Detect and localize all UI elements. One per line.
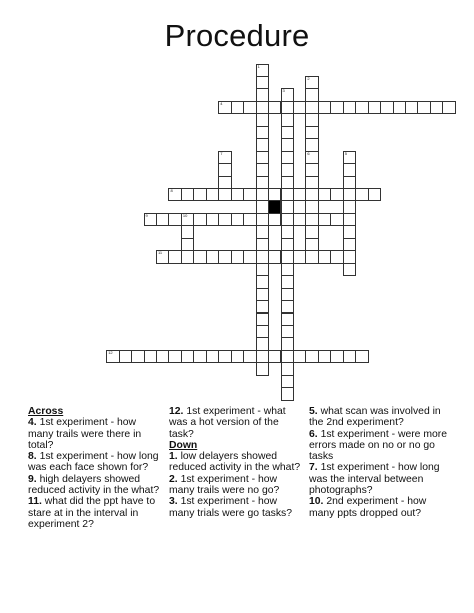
answer-cell[interactable] — [305, 76, 318, 89]
answer-cell[interactable] — [281, 213, 294, 226]
answer-cell[interactable] — [305, 350, 318, 363]
answer-cell[interactable] — [430, 101, 443, 114]
answer-cell[interactable] — [305, 213, 318, 226]
answer-cell[interactable] — [268, 350, 281, 363]
answer-cell[interactable] — [106, 350, 119, 363]
cell-number: 10 — [182, 212, 188, 218]
across-clue — [28, 496, 160, 530]
answer-cell[interactable] — [193, 350, 206, 363]
answer-cell[interactable] — [281, 362, 294, 375]
answer-cell[interactable] — [355, 350, 368, 363]
answer-cell[interactable] — [231, 213, 244, 226]
answer-cell[interactable] — [355, 188, 368, 201]
answer-cell[interactable] — [330, 101, 343, 114]
answer-cell[interactable] — [281, 325, 294, 338]
answer-cell[interactable] — [193, 188, 206, 201]
answer-cell[interactable] — [380, 101, 393, 114]
across-clue — [28, 451, 160, 474]
answer-cell[interactable] — [256, 101, 269, 114]
answer-cell[interactable] — [181, 350, 194, 363]
answer-cell[interactable] — [281, 350, 294, 363]
answer-cell[interactable] — [181, 250, 194, 263]
answer-cell[interactable] — [281, 313, 294, 326]
answer-cell[interactable] — [218, 350, 231, 363]
down-clue — [169, 474, 303, 497]
clue-number: 1. — [169, 451, 178, 463]
answer-cell[interactable] — [181, 188, 194, 201]
answer-cell[interactable] — [218, 151, 231, 164]
answer-cell[interactable] — [256, 263, 269, 276]
clue-number: 4. — [28, 417, 37, 429]
answer-cell[interactable] — [281, 88, 294, 101]
answer-cell[interactable] — [218, 176, 231, 189]
answer-cell[interactable] — [256, 200, 269, 213]
clue-text: high delayers showed reduced activity in the what? — [28, 473, 160, 497]
answer-cell[interactable] — [343, 213, 356, 226]
answer-cell[interactable] — [305, 151, 318, 164]
answer-cell[interactable] — [281, 101, 294, 114]
answer-cell[interactable] — [293, 188, 306, 201]
black-cell — [268, 200, 281, 213]
cell-number: 2 — [307, 75, 310, 81]
answer-cell[interactable] — [281, 238, 294, 251]
clue-text: 1st experiment - what was a hot version of the task? — [169, 406, 286, 440]
answer-cell[interactable] — [231, 350, 244, 363]
answer-cell[interactable] — [231, 101, 244, 114]
cell-number: 7 — [220, 150, 223, 156]
answer-cell[interactable] — [281, 176, 294, 189]
answer-cell[interactable] — [343, 101, 356, 114]
answer-cell[interactable] — [206, 350, 219, 363]
clue-number: 6. — [309, 428, 318, 440]
cell-number: 4 — [220, 100, 223, 106]
across-header: Across — [28, 406, 64, 417]
clue-text: what scan was involved in the 2nd experiment? — [309, 406, 441, 429]
clue-number: 7. — [309, 462, 318, 474]
answer-cell[interactable] — [305, 176, 318, 189]
answer-cell[interactable] — [343, 250, 356, 263]
answer-cell[interactable] — [281, 300, 294, 313]
answer-cell[interactable] — [256, 138, 269, 151]
answer-cell[interactable] — [318, 188, 331, 201]
answer-cell[interactable] — [293, 350, 306, 363]
answer-cell[interactable] — [293, 101, 306, 114]
answer-cell[interactable] — [281, 275, 294, 288]
answer-cell[interactable] — [305, 138, 318, 151]
answer-cell[interactable] — [417, 101, 430, 114]
answer-cell[interactable] — [343, 225, 356, 238]
puzzle-title: Procedure — [164, 18, 310, 53]
answer-cell[interactable] — [243, 101, 256, 114]
cell-number: 9 — [145, 212, 148, 218]
answer-cell[interactable] — [168, 213, 181, 226]
answer-cell[interactable] — [305, 188, 318, 201]
answer-cell[interactable] — [119, 350, 132, 363]
answer-cell[interactable] — [355, 101, 368, 114]
answer-cell[interactable] — [144, 213, 157, 226]
answer-cell[interactable] — [281, 375, 294, 388]
answer-cell[interactable] — [256, 325, 269, 338]
answer-cell[interactable] — [181, 213, 194, 226]
answer-cell[interactable] — [293, 213, 306, 226]
clue-text: 1st experiment - how long was each face shown for? — [28, 451, 159, 474]
answer-cell[interactable] — [405, 101, 418, 114]
answer-cell[interactable] — [368, 101, 381, 114]
answer-cell[interactable] — [281, 263, 294, 276]
clue-number: 5. — [309, 406, 318, 417]
answer-cell[interactable] — [343, 200, 356, 213]
clue-column-2 — [169, 406, 303, 519]
answer-cell[interactable] — [442, 101, 455, 114]
clue-number: 2. — [169, 473, 178, 485]
answer-cell[interactable] — [256, 88, 269, 101]
answer-cell[interactable] — [281, 337, 294, 350]
down-clue — [169, 451, 303, 474]
answer-cell[interactable] — [281, 188, 294, 201]
answer-cell[interactable] — [318, 350, 331, 363]
answer-cell[interactable] — [256, 313, 269, 326]
down-clue — [309, 406, 449, 429]
answer-cell[interactable] — [281, 387, 294, 400]
answer-cell[interactable] — [330, 250, 343, 263]
answer-cell[interactable] — [131, 350, 144, 363]
answer-cell[interactable] — [343, 350, 356, 363]
cell-number: 11 — [158, 250, 163, 256]
answer-cell[interactable] — [305, 163, 318, 176]
clue-list — [28, 406, 448, 606]
answer-cell[interactable] — [218, 250, 231, 263]
answer-cell[interactable] — [330, 188, 343, 201]
answer-cell[interactable] — [256, 151, 269, 164]
answer-cell[interactable] — [281, 151, 294, 164]
answer-cell[interactable] — [193, 213, 206, 226]
answer-cell[interactable] — [281, 225, 294, 238]
down-clue — [169, 496, 303, 519]
clue-text: what did the ppt have to stare at in the interval in experiment 2? — [28, 496, 156, 530]
cell-number: 3 — [282, 88, 285, 94]
answer-cell[interactable] — [256, 275, 269, 288]
answer-cell[interactable] — [256, 350, 269, 363]
answer-cell[interactable] — [218, 163, 231, 176]
cell-number: 12 — [108, 349, 113, 355]
answer-cell[interactable] — [305, 113, 318, 126]
answer-cell[interactable] — [256, 126, 269, 139]
answer-cell[interactable] — [156, 350, 169, 363]
answer-cell[interactable] — [256, 300, 269, 313]
answer-cell[interactable] — [256, 288, 269, 301]
answer-cell[interactable] — [256, 113, 269, 126]
answer-cell[interactable] — [206, 250, 219, 263]
answer-cell[interactable] — [218, 101, 231, 114]
answer-cell[interactable] — [243, 250, 256, 263]
clue-text: 1st experiment - how long was the interval between photographs? — [309, 462, 440, 497]
answer-cell[interactable] — [243, 188, 256, 201]
answer-cell[interactable] — [231, 188, 244, 201]
answer-cell[interactable] — [256, 250, 269, 263]
clue-text: 1st experiment - how many trials were go tasks? — [169, 496, 293, 519]
answer-cell[interactable] — [256, 238, 269, 251]
answer-cell[interactable] — [305, 101, 318, 114]
answer-cell[interactable] — [193, 250, 206, 263]
clue-text: low delayers showed reduced activity in the what? — [169, 451, 301, 474]
answer-cell[interactable] — [368, 188, 381, 201]
answer-cell[interactable] — [268, 101, 281, 114]
across-clue — [28, 474, 160, 497]
answer-cell[interactable] — [256, 337, 269, 350]
clue-text: 2nd experiment - how many ppts dropped out? — [309, 496, 427, 519]
cell-number: 6 — [307, 150, 310, 156]
clue-column-3 — [309, 406, 449, 519]
answer-cell[interactable] — [168, 250, 181, 263]
clue-number: 10. — [309, 496, 324, 508]
clue-text: 1st experiment - were more errors made on no or no go tasks — [309, 428, 448, 463]
clue-number: 3. — [169, 496, 178, 508]
answer-cell[interactable] — [343, 263, 356, 276]
answer-cell[interactable] — [206, 188, 219, 201]
answer-cell[interactable] — [256, 76, 269, 89]
answer-cell[interactable] — [243, 213, 256, 226]
answer-cell[interactable] — [281, 126, 294, 139]
answer-cell[interactable] — [181, 225, 194, 238]
answer-cell[interactable] — [343, 176, 356, 189]
clue-number: 11. — [28, 496, 42, 508]
down-clue — [309, 429, 449, 463]
cell-number: 1 — [257, 63, 260, 69]
answer-cell[interactable] — [343, 151, 356, 164]
answer-cell[interactable] — [256, 188, 269, 201]
answer-cell[interactable] — [168, 188, 181, 201]
answer-cell[interactable] — [144, 350, 157, 363]
clue-text: 1st experiment - how many trails were no go? — [169, 473, 280, 497]
down-clue — [309, 496, 449, 519]
answer-cell[interactable] — [268, 188, 281, 201]
answer-cell[interactable] — [305, 225, 318, 238]
answer-cell[interactable] — [318, 101, 331, 114]
clue-number: 8. — [28, 451, 37, 463]
answer-cell[interactable] — [256, 362, 269, 375]
answer-cell[interactable] — [281, 250, 294, 263]
answer-cell[interactable] — [305, 200, 318, 213]
answer-cell[interactable] — [268, 250, 281, 263]
clue-column-1 — [28, 406, 160, 530]
answer-cell[interactable] — [343, 238, 356, 251]
answer-cell[interactable] — [293, 250, 306, 263]
answer-cell[interactable] — [256, 176, 269, 189]
answer-cell[interactable] — [281, 113, 294, 126]
cell-number: 8 — [170, 188, 173, 193]
answer-cell[interactable] — [268, 213, 281, 226]
answer-cell[interactable] — [305, 250, 318, 263]
down-header: Down — [169, 439, 198, 451]
across-clue — [169, 406, 303, 440]
answer-cell[interactable] — [206, 213, 219, 226]
answer-cell[interactable] — [318, 250, 331, 263]
answer-cell[interactable] — [393, 101, 406, 114]
answer-cell[interactable] — [305, 238, 318, 251]
answer-cell[interactable] — [318, 213, 331, 226]
down-clue — [309, 462, 449, 496]
clue-text: 1st experiment - how many trails were there in total? — [28, 417, 142, 451]
across-clue — [28, 417, 160, 451]
cell-number: 5 — [344, 150, 347, 156]
answer-cell[interactable] — [305, 126, 318, 139]
answer-cell[interactable] — [231, 250, 244, 263]
clue-number: 9. — [28, 473, 37, 485]
answer-cell[interactable] — [156, 250, 169, 263]
answer-cell[interactable] — [281, 200, 294, 213]
answer-cell[interactable] — [305, 88, 318, 101]
answer-cell[interactable] — [330, 350, 343, 363]
answer-cell[interactable] — [281, 163, 294, 176]
clue-number: 12. — [169, 406, 184, 417]
answer-cell[interactable] — [343, 163, 356, 176]
answer-cell[interactable] — [256, 225, 269, 238]
answer-cell[interactable] — [218, 188, 231, 201]
answer-cell[interactable] — [256, 213, 269, 226]
answer-cell[interactable] — [281, 138, 294, 151]
answer-cell[interactable] — [343, 188, 356, 201]
answer-cell[interactable] — [168, 350, 181, 363]
answer-cell[interactable] — [256, 64, 269, 77]
answer-cell[interactable] — [330, 213, 343, 226]
answer-cell[interactable] — [256, 163, 269, 176]
answer-cell[interactable] — [243, 350, 256, 363]
answer-cell[interactable] — [218, 213, 231, 226]
answer-cell[interactable] — [156, 213, 169, 226]
answer-cell[interactable] — [281, 288, 294, 301]
answer-cell[interactable] — [181, 238, 194, 251]
